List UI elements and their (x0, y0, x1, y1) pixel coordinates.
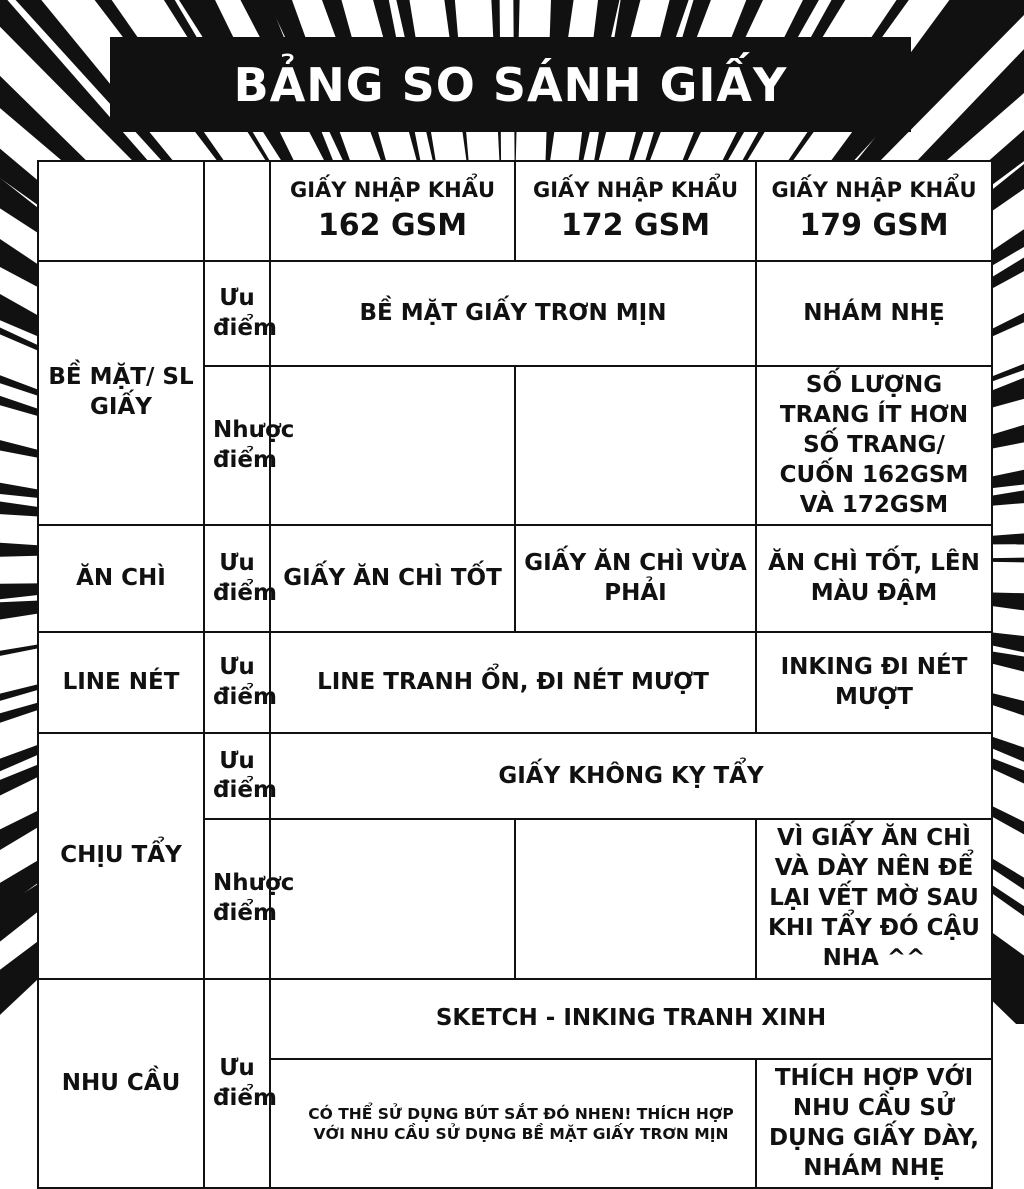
column-header-179gsm (756, 161, 992, 261)
corner-cell (38, 161, 204, 261)
surface-con-179: SỐ LƯỢNG TRANG ÍT HƠN SỐ TRANG/ CUỐN 162GSM VÀ 172GSM (756, 366, 992, 525)
column-header-line1: GIẤY NHẬP KHẨU (289, 177, 496, 202)
column-header-162gsm (270, 161, 515, 261)
column-header-line1: GIẤY NHẬP KHẨU (532, 177, 739, 202)
category-line: LINE NÉT (38, 632, 204, 733)
erase-con-162 (270, 819, 515, 978)
table-row (38, 979, 992, 1059)
table-row (38, 733, 992, 819)
column-header-gsm: 172 GSM (560, 208, 711, 244)
paper-comparison-table (37, 160, 993, 1189)
con-label: Nhược điểm (204, 819, 270, 978)
column-header-line1: GIẤY NHẬP KHẨU (771, 177, 977, 202)
pro-label: Ưu điểm (204, 979, 270, 1189)
pro-label: Ưu điểm (204, 632, 270, 733)
line-pro-179: INKING ĐI NÉT MƯỢT (756, 632, 992, 733)
column-header-gsm: 179 GSM (799, 208, 949, 244)
table-row (38, 525, 992, 632)
column-header-172gsm (515, 161, 756, 261)
surface-pro-162-172: BỀ MẶT GIẤY TRƠN MỊN (270, 261, 756, 366)
line-pro-162-172: LINE TRANH ỔN, ĐI NÉT MƯỢT (270, 632, 756, 733)
category-surface: BỀ MẶT/ SL GIẤY (38, 261, 204, 525)
surface-con-162 (270, 366, 515, 525)
erase-con-179: VÌ GIẤY ĂN CHÌ VÀ DÀY NÊN ĐỂ LẠI VẾT MỜ SAU KHI TẨY ĐÓ CẬU NHA ^^ (756, 819, 992, 978)
table-row (38, 632, 992, 733)
page-title: BẢNG SO SÁNH GIẤY (110, 37, 911, 132)
corner-cell (204, 161, 270, 261)
pro-label: Ưu điểm (204, 261, 270, 366)
needs-pro-all: SKETCH - INKING TRANH XINH (270, 979, 992, 1059)
table-row (38, 261, 992, 366)
erase-pro-all: GIẤY KHÔNG KỴ TẨY (270, 733, 992, 819)
surface-pro-179: NHÁM NHẸ (756, 261, 992, 366)
category-needs: NHU CẦU (38, 979, 204, 1189)
erase-con-172 (515, 819, 756, 978)
con-label: Nhược điểm (204, 366, 270, 525)
table-header-row (38, 161, 992, 261)
needs-note-179: THÍCH HỢP VỚI NHU CẦU SỬ DỤNG GIẤY DÀY, NHÁM NHẸ (756, 1059, 992, 1189)
pencil-pro-172: GIẤY ĂN CHÌ VỪA PHẢI (515, 525, 756, 632)
pencil-pro-162: GIẤY ĂN CHÌ TỐT (270, 525, 515, 632)
pro-label: Ưu điểm (204, 733, 270, 819)
column-header-gsm: 162 GSM (317, 208, 468, 244)
category-pencil: ĂN CHÌ (38, 525, 204, 632)
pro-label: Ưu điểm (204, 525, 270, 632)
pencil-pro-179: ĂN CHÌ TỐT, LÊN MÀU ĐẬM (756, 525, 992, 632)
surface-con-172 (515, 366, 756, 525)
category-erase: CHỊU TẨY (38, 733, 204, 978)
needs-note-162-172: CÓ THỂ SỬ DỤNG BÚT SẮT ĐÓ NHEN! THÍCH HỢP VỚI NHU CẦU SỬ DỤNG BỀ MẶT GIẤY TRƠN MỊN (270, 1059, 756, 1189)
